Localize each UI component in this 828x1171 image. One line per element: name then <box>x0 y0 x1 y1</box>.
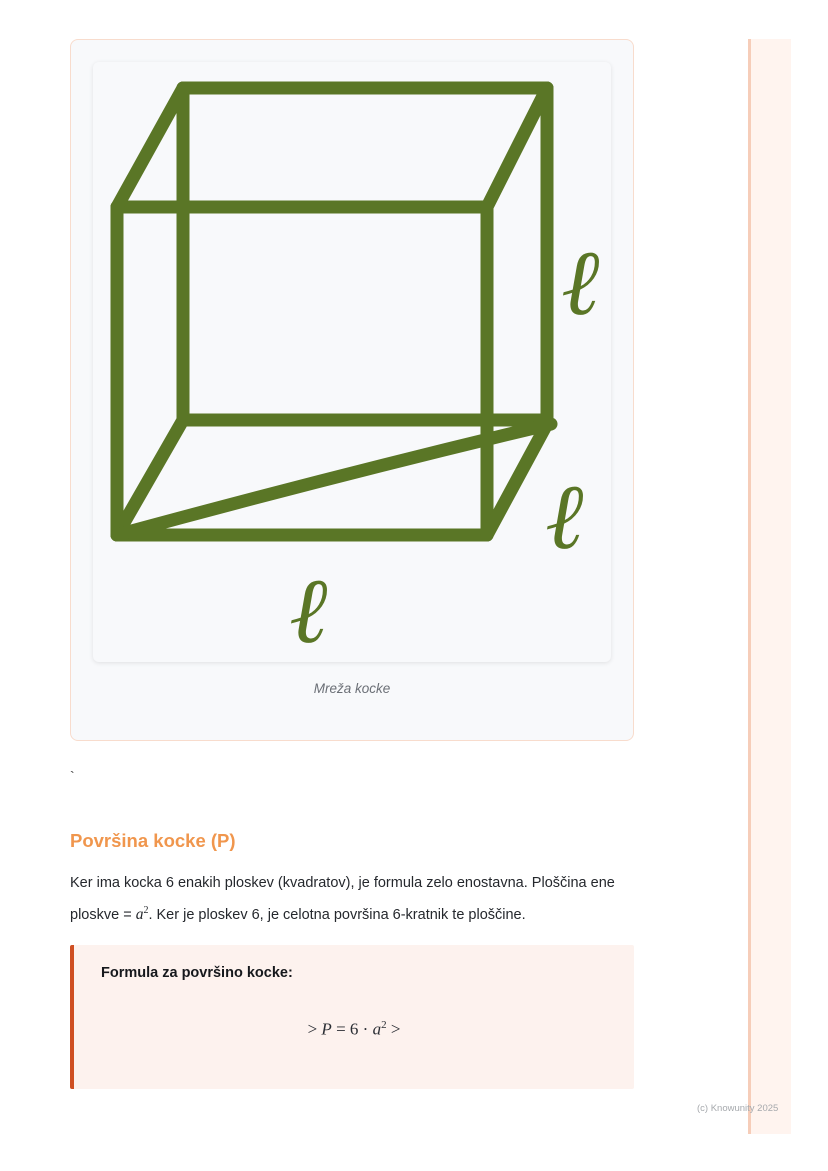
cube-drawing <box>93 62 611 662</box>
formula-prefix: > <box>307 1019 322 1039</box>
copyright-notice: (c) Knowunity 2025 <box>697 1103 779 1114</box>
top-right-depth-edge <box>487 88 547 207</box>
edge-label-height: ℓ <box>561 229 600 336</box>
cube-edges <box>117 88 551 535</box>
cube-illustration <box>93 62 611 662</box>
figure-card <box>70 39 634 741</box>
formula-var: a <box>372 1019 382 1039</box>
formula-lhs: P <box>321 1019 332 1039</box>
edge-label-width: ℓ <box>289 557 328 662</box>
formula-title: Formula za površino kocke: <box>101 965 293 981</box>
formula-callout <box>70 945 634 1089</box>
paragraph-text-1: Ker ima kocka 6 enakih ploskev (kvadratov), je formula zelo enostavna. Ploščina ene ploskve = <box>70 875 615 924</box>
section-paragraph <box>70 870 650 929</box>
paragraph-math-exp: 2 <box>143 905 149 916</box>
paragraph-text-2: . Ker je ploskev 6, je celotna površina 6-kratnik te ploščine. <box>148 907 526 924</box>
edge-label-depth: ℓ <box>545 463 584 570</box>
paragraph-math-var: a <box>135 906 144 924</box>
section-heading: Površina kocke (P) <box>70 830 236 851</box>
formula-expression <box>74 1019 634 1040</box>
paragraph-math <box>136 906 149 923</box>
top-left-depth-edge <box>117 88 183 207</box>
formula-suffix: > <box>386 1019 401 1039</box>
formula-middle: = 6 · <box>331 1019 373 1039</box>
side-strip <box>748 39 791 1134</box>
stray-mark: ` <box>70 768 75 784</box>
figure-caption: Mreža kocke <box>313 681 391 696</box>
formula-exp: 2 <box>381 1019 387 1031</box>
